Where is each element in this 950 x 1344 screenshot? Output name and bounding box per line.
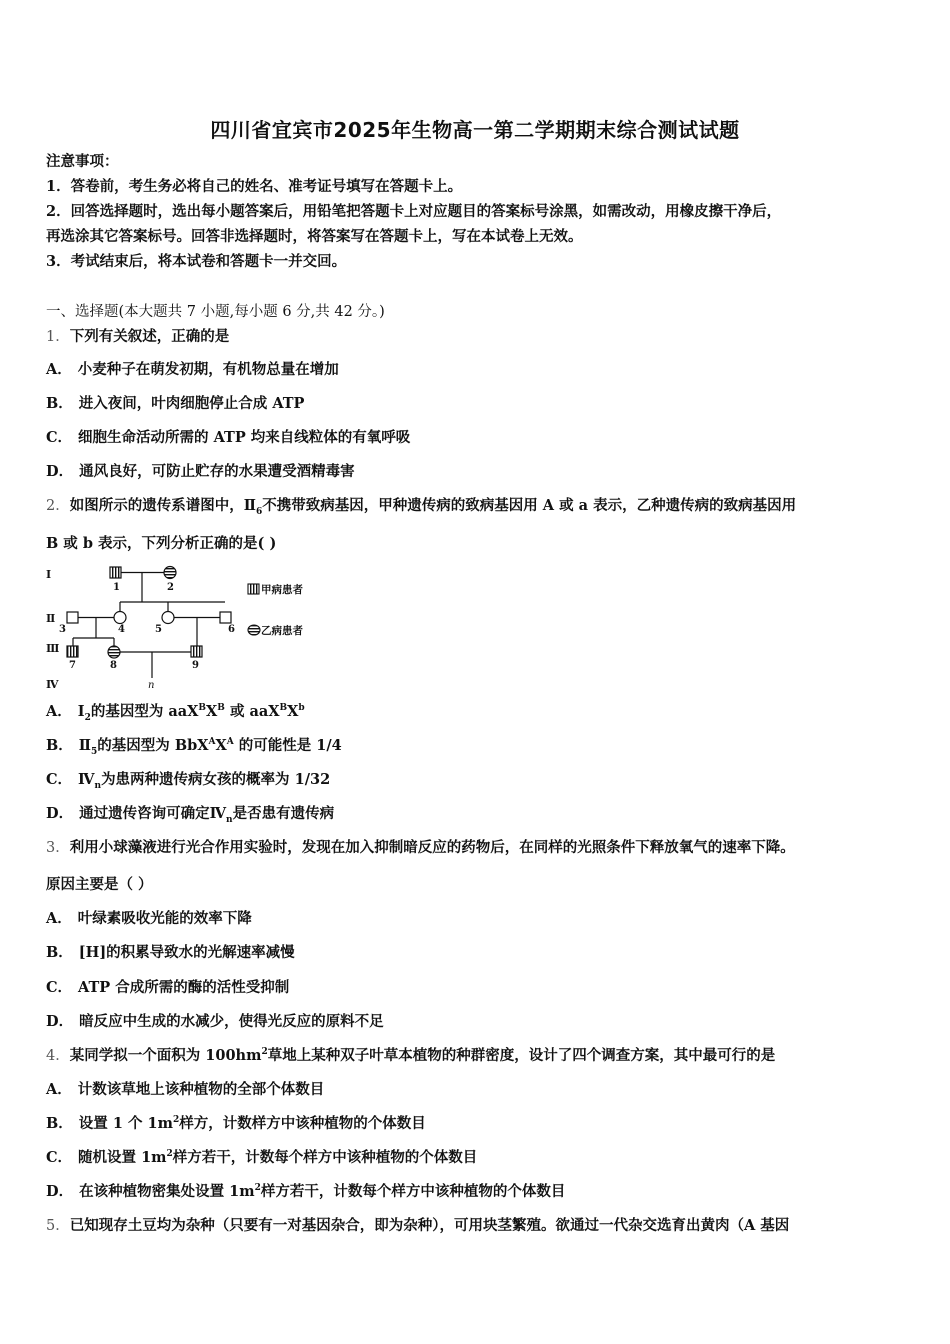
question-stem: 利用小球藻液进行光合作用实验时，发现在加入抑制暗反应的药物后，在同样的光照条件下释放氧气的速率下降。 xyxy=(69,839,795,856)
individual-label: 2 xyxy=(167,582,174,593)
q1-option-b xyxy=(46,395,304,413)
notice-item: 再选涂其它答案标号。回答非选择题时，将答案写在答题卡上，写在本试卷上无效。 xyxy=(46,228,583,245)
notice-item: 2．回答选择题时，选出每小题答案后，用铅笔把答题卡上对应题目的答案标号涂黑，如需改动，用橡皮擦干净后， xyxy=(46,203,782,220)
individual-label: 8 xyxy=(110,660,117,671)
question-1 xyxy=(46,328,229,346)
option-letter: B． xyxy=(46,395,73,412)
q2-option-a: A． $Ⅰ_2$的基因型为 $aaX^BX^B$ 或 $aaX^BX^b$ xyxy=(46,703,305,723)
individual-III8 xyxy=(108,646,120,658)
q4-option-b: B． 设置 1 个 $1m^2$样方，计数样方中该种植物的个体数目 xyxy=(46,1115,426,1132)
individual-I1 xyxy=(110,567,121,578)
question-2 xyxy=(46,497,796,515)
individual-label: 5 xyxy=(155,624,162,635)
page-title: 四川省宜宾市2025年生物高一第二学期期末综合测试试题 xyxy=(210,118,740,142)
q1-option-d xyxy=(46,463,355,481)
option-text: 小麦种子在萌发初期，有机物总量在增加 xyxy=(77,361,339,378)
legend-symbol-a xyxy=(248,584,259,594)
pedigree-diagram xyxy=(40,562,340,694)
individual-label: n xyxy=(148,680,155,691)
q1-option-a xyxy=(46,361,339,379)
q2-option-c: C． $Ⅳ_n$为患两种遗传病女孩的概率为 1/32 xyxy=(46,771,331,791)
q2-option-d: D． 通过遗传咨询可确定$Ⅳ_n$是否患有遗传病 xyxy=(46,805,335,825)
notice-item: 3．考试结束后，将本试卷和答题卡一并交回。 xyxy=(46,253,347,270)
question-stem-continued: B 或 b 表示，下列分析正确的是( ) xyxy=(46,535,277,552)
individual-label: 6 xyxy=(228,624,235,635)
option-text: 细胞生命活动所需的 ATP 均来自线粒体的有氧呼吸 xyxy=(78,429,411,446)
generation-label: Ⅲ xyxy=(46,642,60,655)
notice-heading: 注意事项： xyxy=(46,153,119,170)
individual-I2 xyxy=(164,567,176,579)
individual-II6 xyxy=(220,612,231,623)
generation-label: Ⅳ xyxy=(46,678,59,691)
individual-label: 4 xyxy=(118,624,125,635)
legend-symbol-b xyxy=(248,625,260,635)
q4-option-c: C． 随机设置 $1m^2$样方若干，计数每个样方中该种植物的个体数目 xyxy=(46,1149,478,1166)
question-stem-continued: 原因主要是（ ） xyxy=(46,876,153,893)
question-stem: 某同学拟一个面积为 $100hm^2$草地上某种双子叶草本植物的种群密度，设计了四个调查方案，其中最可行的是 xyxy=(69,1047,776,1064)
option-text: 进入夜间，叶肉细胞停止合成 ATP xyxy=(78,395,305,412)
question-number: 4． xyxy=(46,1048,70,1064)
question-number: 1． xyxy=(46,329,70,345)
question-3 xyxy=(46,839,795,857)
generation-label: I xyxy=(46,568,52,581)
generation-label: Ⅱ xyxy=(46,612,56,625)
question-number: 2． xyxy=(46,498,70,514)
q4-option-a: A． 计数该草地上该种植物的全部个体数目 xyxy=(46,1081,325,1098)
q3-option-a: A． 叶绿素吸收光能的效率下降 xyxy=(46,910,252,927)
q1-option-c xyxy=(46,429,410,447)
q3-option-d: D． 暗反应中生成的水减少，使得光反应的原料不足 xyxy=(46,1013,384,1030)
option-letter: D． xyxy=(46,463,74,480)
section-heading: 一、选择题(本大题共 7 小题,每小题 6 分,共 42 分。) xyxy=(46,304,385,320)
question-number: 5． xyxy=(46,1218,70,1234)
notice-item: 1．答卷前，考生务必将自己的姓名、准考证号填写在答题卡上。 xyxy=(46,178,463,195)
q3-option-b: B． [H]的积累导致水的光解速率减慢 xyxy=(46,944,295,961)
question-5 xyxy=(46,1217,789,1235)
legend-label-b: 乙病患者 xyxy=(261,625,303,637)
individual-II5 xyxy=(162,612,174,624)
q2-option-b: B． $Ⅱ_5$的基因型为 $BbX^AX^A$ 的可能性是 1/4 xyxy=(46,737,342,757)
individual-III7 xyxy=(67,646,78,657)
question-stem: 如图所示的遗传系谱图中，$Ⅱ_6$不携带致病基因，甲种遗传病的致病基因用 A 或 a 表示，乙种遗传病的致病基因用 xyxy=(69,497,797,517)
option-letter: A． xyxy=(46,361,72,378)
individual-II4 xyxy=(114,612,126,624)
individual-label: 7 xyxy=(69,660,76,671)
individual-label: 3 xyxy=(59,624,66,635)
q4-option-d: D． 在该种植物密集处设置 $1m^2$样方若干，计数每个样方中该种植物的个体数目 xyxy=(46,1183,566,1200)
legend-label-a: 甲病患者 xyxy=(261,584,303,596)
question-stem: 下列有关叙述，正确的是 xyxy=(69,328,230,345)
option-text: 通风良好，可防止贮存的水果遭受酒精毒害 xyxy=(79,463,355,480)
individual-III9 xyxy=(191,646,202,657)
option-letter: C． xyxy=(46,429,73,446)
individual-II3 xyxy=(67,612,78,623)
question-4 xyxy=(46,1047,775,1065)
individual-label: 1 xyxy=(113,582,120,593)
individual-label: 9 xyxy=(192,660,199,671)
question-stem: 已知现存土豆均为杂种（只要有一对基因杂合，即为杂种），可用块茎繁殖。欲通过一代杂交选育出黄肉（A 基因 xyxy=(69,1217,790,1234)
question-number: 3． xyxy=(46,840,70,856)
q3-option-c: C． ATP 合成所需的酶的活性受抑制 xyxy=(46,979,290,996)
